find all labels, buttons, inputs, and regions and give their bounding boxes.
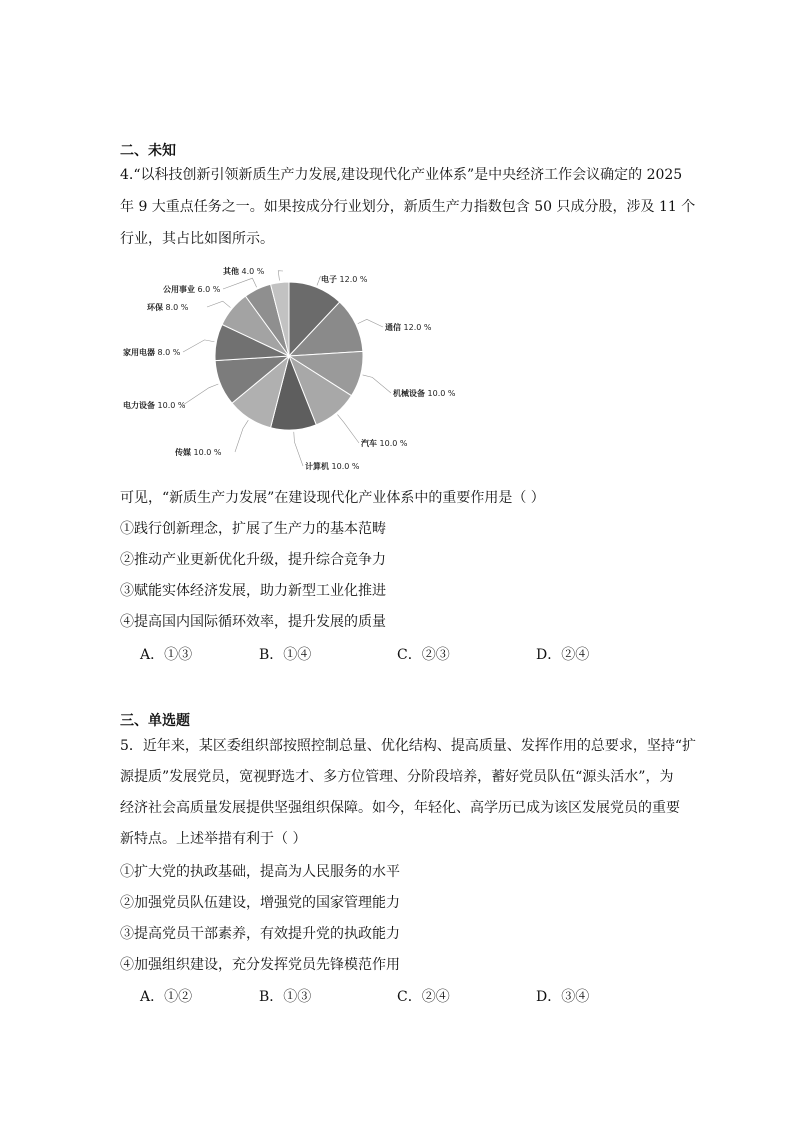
pie-leader-5	[235, 420, 248, 452]
pie-label-7: 家用电器 8.0 %	[123, 348, 181, 357]
q5-option-4: ④加强组织建设，充分发挥党员先锋模范作用	[120, 957, 400, 973]
pie-leader-2	[363, 375, 391, 393]
q5-option-1: ①扩大党的执政基础，提高为人民服务的水平	[120, 864, 400, 880]
pie-leader-9	[223, 278, 257, 289]
pie-leader-7	[183, 340, 214, 352]
section-3-title: 三、单选题	[120, 713, 190, 729]
q4-option-3: ③赋能实体经济发展，助力新型工业化推进	[120, 583, 386, 599]
q5-stem-line-3: 经济社会高质量发展提供坚强组织保障。如今，年轻化、高学历已成为该区发展党员的重要	[120, 800, 680, 816]
q4-choice-b[interactable]: B．①④	[259, 647, 312, 663]
q5-choice-c[interactable]: C．②④	[397, 989, 450, 1005]
q4-stem-line-1: 4.“以科技创新引领新质生产力发展,建设现代化产业体系”是中央经济工作会议确定的 2025	[120, 167, 683, 183]
pie-label-8: 环保 8.0 %	[147, 303, 189, 312]
q4-choice-a[interactable]: A．①③	[140, 647, 193, 663]
pie-leader-6	[183, 384, 218, 405]
q5-choice-d[interactable]: D．③④	[536, 989, 590, 1005]
pie-leader-10	[278, 271, 283, 281]
pie-label-0: 电子 12.0 %	[321, 275, 368, 284]
q5-choice-a[interactable]: A．①②	[140, 989, 193, 1005]
q4-question: 可见，“新质生产力发展”在建设现代化产业体系中的重要作用是（ ）	[120, 490, 545, 506]
q4-stem-line-3: 行业，其占比如图所示。	[120, 231, 274, 247]
q4-option-4: ④提高国内国际循环效率，提升发展的质量	[120, 614, 386, 630]
q4-option-1: ①践行创新理念，扩展了生产力的基本范畴	[120, 521, 386, 537]
q4-stem-line-2: 年 9 大重点任务之一。如果按成分行业划分，新质生产力指数包含 50 只成分股，涉及 11 个	[120, 199, 696, 215]
pie-leader-3	[337, 415, 359, 443]
pie-label-2: 机械设备 10.0 %	[393, 389, 456, 398]
pie-label-5: 传媒 10.0 %	[175, 448, 222, 457]
q5-stem-line-2: 源提质”发展党员，宽视野选才、多方位管理、分阶段培养，蓄好党员队伍“源头活水”，为	[120, 769, 674, 785]
q4-choice-d[interactable]: D．②④	[536, 647, 590, 663]
pie-leader-8	[207, 301, 230, 307]
industry-pie-chart	[115, 262, 475, 477]
q5-option-3: ③提高党员干部素养，有效提升党的执政能力	[120, 926, 400, 942]
pie-leader-4	[294, 432, 303, 466]
q5-choice-b[interactable]: B．①③	[259, 989, 312, 1005]
pie-label-3: 汽车 10.0 %	[361, 439, 408, 448]
pie-label-4: 计算机 10.0 %	[305, 462, 360, 471]
pie-label-6: 电力设备 10.0 %	[123, 401, 186, 410]
q4-choice-c[interactable]: C．②③	[397, 647, 450, 663]
q5-stem-line-1: 5．近年来，某区委组织部按照控制总量、优化结构、提高质量、发挥作用的总要求，坚持“扩	[120, 738, 697, 754]
pie-label-1: 通信 12.0 %	[385, 323, 432, 332]
section-2-title: 二、未知	[120, 143, 176, 159]
pie-label-9: 公用事业 6.0 %	[163, 285, 221, 294]
pie-label-10: 其他 4.0 %	[223, 267, 265, 276]
q4-option-2: ②推动产业更新优化升级，提升综合竞争力	[120, 552, 386, 568]
q5-option-2: ②加强党员队伍建设，增强党的国家管理能力	[120, 895, 400, 911]
pie-leader-1	[358, 319, 383, 327]
q5-stem-line-4: 新特点。上述举措有利于（ ）	[120, 831, 307, 847]
